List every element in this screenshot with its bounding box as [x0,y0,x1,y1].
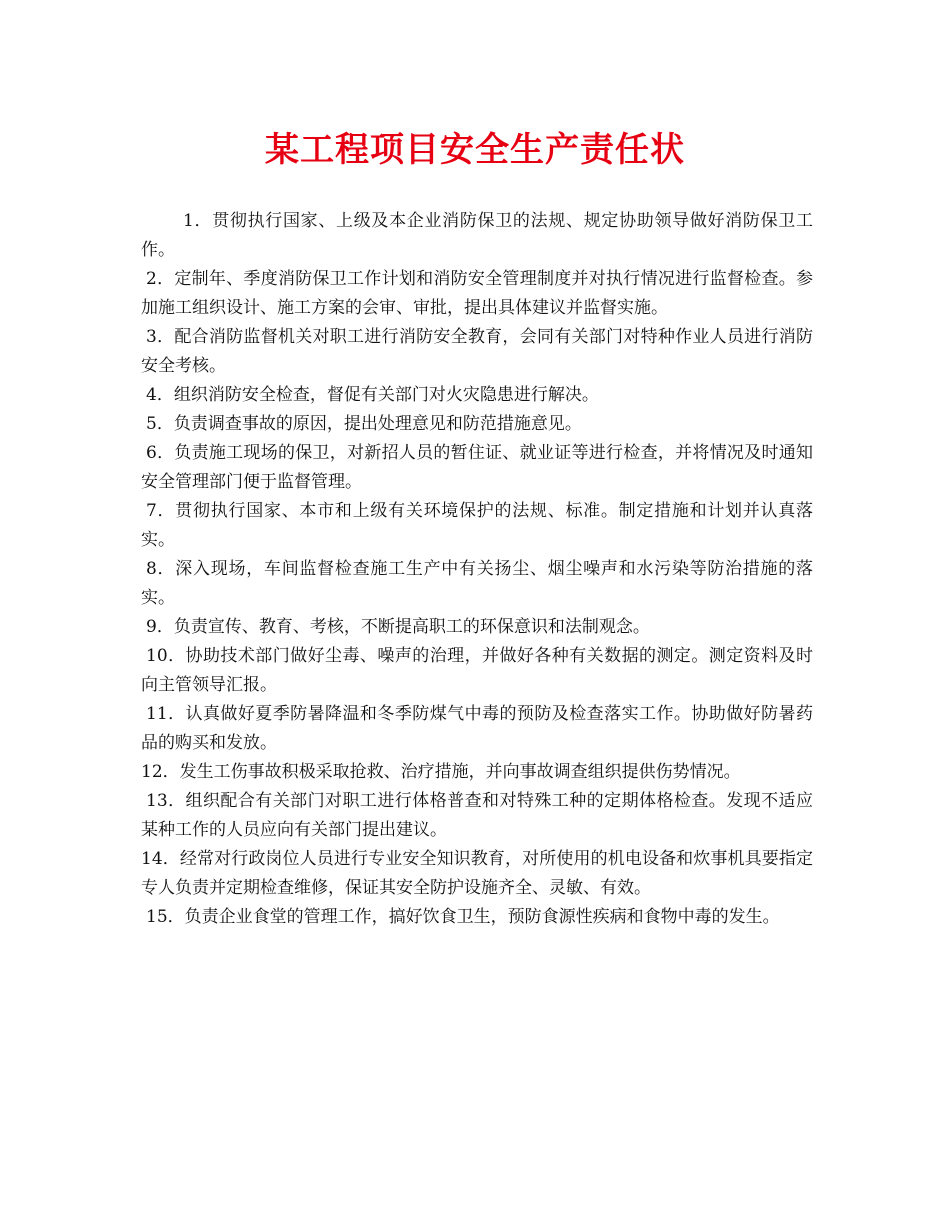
document-body [141,207,813,932]
paragraph-11: 11．认真做好夏季防暑降温和冬季防煤气中毒的预防及检查落实工作。协助做好防暑药品的购买和发放。 [141,704,813,753]
paragraph-9: 9．负责宣传、教育、考核，不断提高职工的环保意识和法制观念。 [146,617,650,637]
paragraph-12: 12．发生工伤事故积极采取抢救、治疗措施，并向事故调查组织提供伤势情况。 [141,762,741,782]
paragraph-5: 5．负责调查事故的原因，提出处理意见和防范措施意见。 [146,414,582,434]
paragraph-8: 8．深入现场，车间监督检查施工生产中有关扬尘、烟尘噪声和水污染等防治措施的落实。 [141,559,813,608]
paragraph-10: 10．协助技术部门做好尘毒、噪声的治理，并做好各种有关数据的测定。测定资料及时向主管领导汇报。 [141,646,813,695]
paragraph-13: 13．组织配合有关部门对职工进行体格普查和对特殊工种的定期体格检查。发现不适应某种工作的人员应向有关部门提出建议。 [141,791,813,840]
paragraph-3: 3．配合消防监督机关对职工进行消防安全教育，会同有关部门对特种作业人员进行消防安全考核。 [141,327,813,376]
paragraph-15: 15．负责企业食堂的管理工作，搞好饮食卫生，预防食源性疾病和食物中毒的发生。 [146,907,780,927]
paragraph-6: 6．负责施工现场的保卫，对新招人员的暂住证、就业证等进行检查，并将情况及时通知安全管理部门便于监督管理。 [141,443,813,492]
paragraph-7: 7．贯彻执行国家、本市和上级有关环境保护的法规、标准。制定措施和计划并认真落实。 [141,501,813,550]
document-title: 某工程项目安全生产责任状 [265,130,685,170]
paragraph-2: 2．定制年、季度消防保卫工作计划和消防安全管理制度并对执行情况进行监督检查。参加施工组织设计、施工方案的会审、审批，提出具体建议并监督实施。 [141,269,813,318]
paragraph-1: 1．贯彻执行国家、上级及本企业消防保卫的法规、规定协助领导做好消防保卫工作。 [141,211,813,260]
paragraph-14: 14．经常对行政岗位人员进行专业安全知识教育，对所使用的机电设备和炊事机具要指定专人负责并定期检查维修，保证其安全防护设施齐全、灵敏、有效。 [141,849,813,898]
paragraph-4: 4．组织消防安全检查，督促有关部门对火灾隐患进行解决。 [146,385,599,405]
